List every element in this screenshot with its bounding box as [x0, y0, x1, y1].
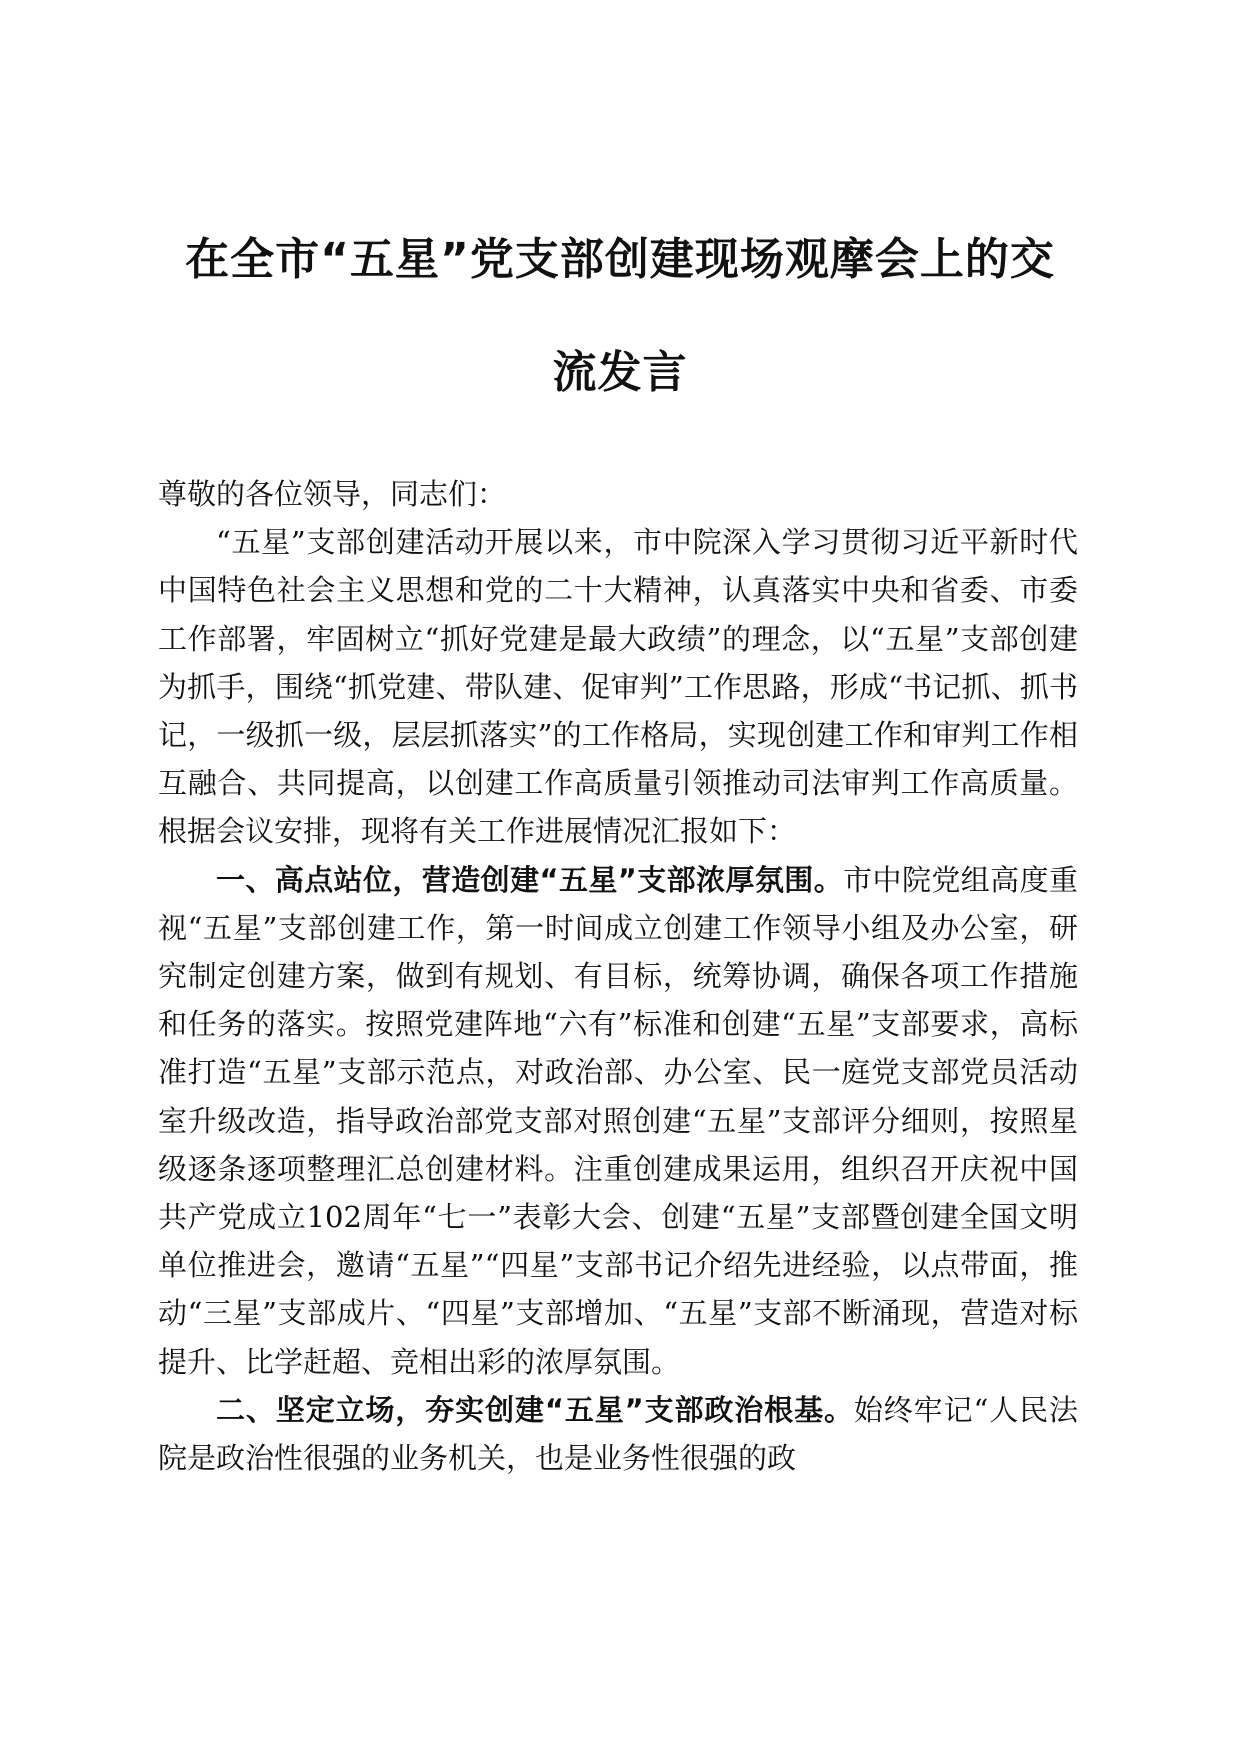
section-2-body: 始终牢记“人民法院是政治性很强的业务机关，也是业务性很强的政: [158, 1392, 1079, 1476]
salutation: 尊敬的各位领导，同志们：: [158, 477, 507, 511]
section-1-body: 市中院党组高度重视“五星”支部创建工作，第一时间成立创建工作领导小组及办公室，研究制定创建方案，做到有规划、有目标，统筹协调，确保各项工作措施和任务的落实。按照党建阵地“六有”标准和创建“五星”支部要求，高标准打造“五星”支部示范点，对政治部、办公室、民一庭党支部党员活动室升级改造，指导政治部党支部对照创建“五星”支部评分细则，按照星级逐条逐项整理汇总创建材料。注重创建成果运用，组织召开庆祝中国共产党成立102周年“七一”表彰大会、创建“五星”支部暨创建全国文明单位推进会，邀请“五星”“四星”支部书记介绍先进经验，以点带面，推动“三星”支部成片、“四星”支部增加、“五星”支部不断涌现，营造对标提升、比学赶超、竞相出彩的浓厚氛围。: [158, 862, 1078, 1379]
section-2-heading: 二、坚定立场，夯实创建“五星”支部政治根基。: [216, 1392, 854, 1427]
section-2-paragraph: [158, 1386, 1078, 1482]
section-1-paragraph: [158, 856, 1078, 1386]
document-title-line-2: 流发言: [552, 347, 688, 398]
document-body: [158, 470, 1078, 1482]
document-title-line-1: 在全市“五星”党支部创建现场观摩会上的交: [185, 234, 1055, 285]
section-1-heading: 一、高点站位，营造创建“五星”支部浓厚氛围。: [216, 862, 844, 897]
intro-paragraph: “五星”支部创建活动开展以来，市中院深入学习贯彻习近平新时代中国特色社会主义思想和党的二十大精神，认真落实中央和省委、市委工作部署，牢固树立“抓好党建是最大政绩”的理念，以“五星”支部创建为抓手，围绕“抓党建、带队建、促审判”工作思路，形成“书记抓、抓书记，一级抓一级，层层抓落实”的工作格局，实现创建工作和审判工作相互融合、共同提高，以创建工作高质量引领推动司法审判工作高质量。根据会议安排，现将有关工作进展情况汇报如下：: [158, 525, 1078, 849]
